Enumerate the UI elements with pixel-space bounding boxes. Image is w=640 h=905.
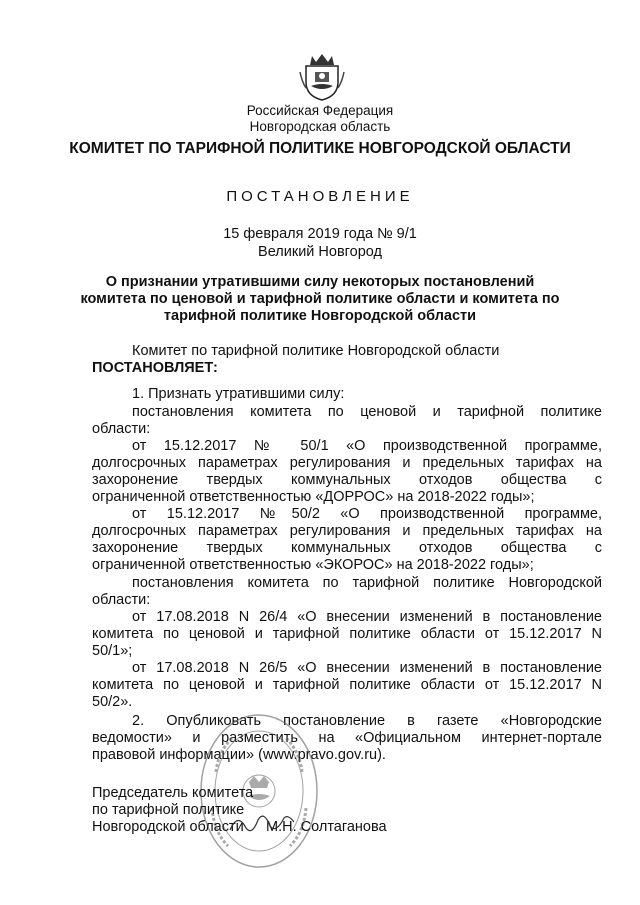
handwritten-signature <box>228 808 298 838</box>
body-line: 50/1»; <box>92 643 133 659</box>
country-name: Российская Федерация <box>246 103 394 118</box>
title-line: О признании утратившими силу некоторых постановлений <box>105 274 535 290</box>
body-line: 2. Опубликовать постановление в газете «Новгородские <box>132 713 602 729</box>
body-line: правовой информации» (www.pravo.gov.ru). <box>92 747 386 763</box>
body-line: от 17.08.2018 N 26/4 «О внесении изменений в постановление <box>132 609 602 625</box>
body-line: от 17.08.2018 N 26/5 «О внесении изменений в постановление <box>132 660 602 676</box>
body-line: 1. Признать утратившими силу: <box>132 386 345 402</box>
title-line: тарифной политике Новгородской области <box>163 308 477 324</box>
document-date-number: 15 февраля 2019 года № 9/1 <box>223 226 417 242</box>
body-line: от 15.12.2017 №50/2 «О производственной программе, <box>132 506 602 522</box>
body-line: постановления комитета по тарифной политике Новгородской <box>132 575 602 591</box>
committee-title: КОМИТЕТ ПО ТАРИФНОЙ ПОЛИТИКЕ НОВГОРОДСКОЙ ОБЛАСТИ <box>69 140 571 157</box>
body-line: 50/2». <box>92 694 133 710</box>
body-line: комитета по ценовой и тарифной политике области от 15.12.2017 N <box>92 626 602 642</box>
body-line: долгосрочных параметрах регулирования и предельных тарифах на <box>92 523 602 539</box>
region-name: Новгородская область <box>249 119 391 134</box>
signatory-name: М.Н. Солтаганова <box>266 819 387 835</box>
body-line: ведомости» и разместить на «Официальном интернет-портале <box>92 730 602 746</box>
coat-of-arms-emblem <box>298 52 346 102</box>
signature-position-line: Новгородской области <box>92 819 244 835</box>
body-line: постановления комитета по ценовой и тарифной политике <box>132 404 602 420</box>
body-line: области: <box>92 421 151 437</box>
signature-position-line: по тарифной политике <box>92 802 245 818</box>
body-line: области: <box>92 592 151 608</box>
document-type: ПОСТАНОВЛЕНИЕ <box>226 188 414 205</box>
body-line: комитета по ценовой и тарифной политике области от 15.12.2017 N <box>92 677 602 693</box>
body-line: ограниченной ответственностью «ДОРРОС» на 2018-2022 годы»; <box>92 489 535 505</box>
body-line: захоронение твердых коммунальных отходов общества с <box>92 472 602 488</box>
resolves-heading: ПОСТАНОВЛЯЕТ: <box>92 360 218 376</box>
body-line: от 15.12.2017 № 50/1 «О производственной программе, <box>132 438 602 454</box>
body-line: долгосрочных параметрах регулирования и предельных тарифах на <box>92 455 602 471</box>
body-line: захоронение твердых коммунальных отходов общества с <box>92 540 602 556</box>
title-line: комитета по ценовой и тарифной политике области и комитета по <box>80 291 560 307</box>
document-city: Великий Новгород <box>258 244 382 260</box>
signature-position-line: Председатель комитета <box>92 785 254 801</box>
body-line: ограниченной ответственностью «ЭКОРОС» на 2018-2022 годы»; <box>92 557 534 573</box>
intro-text: Комитет по тарифной политике Новгородской области <box>132 343 500 359</box>
